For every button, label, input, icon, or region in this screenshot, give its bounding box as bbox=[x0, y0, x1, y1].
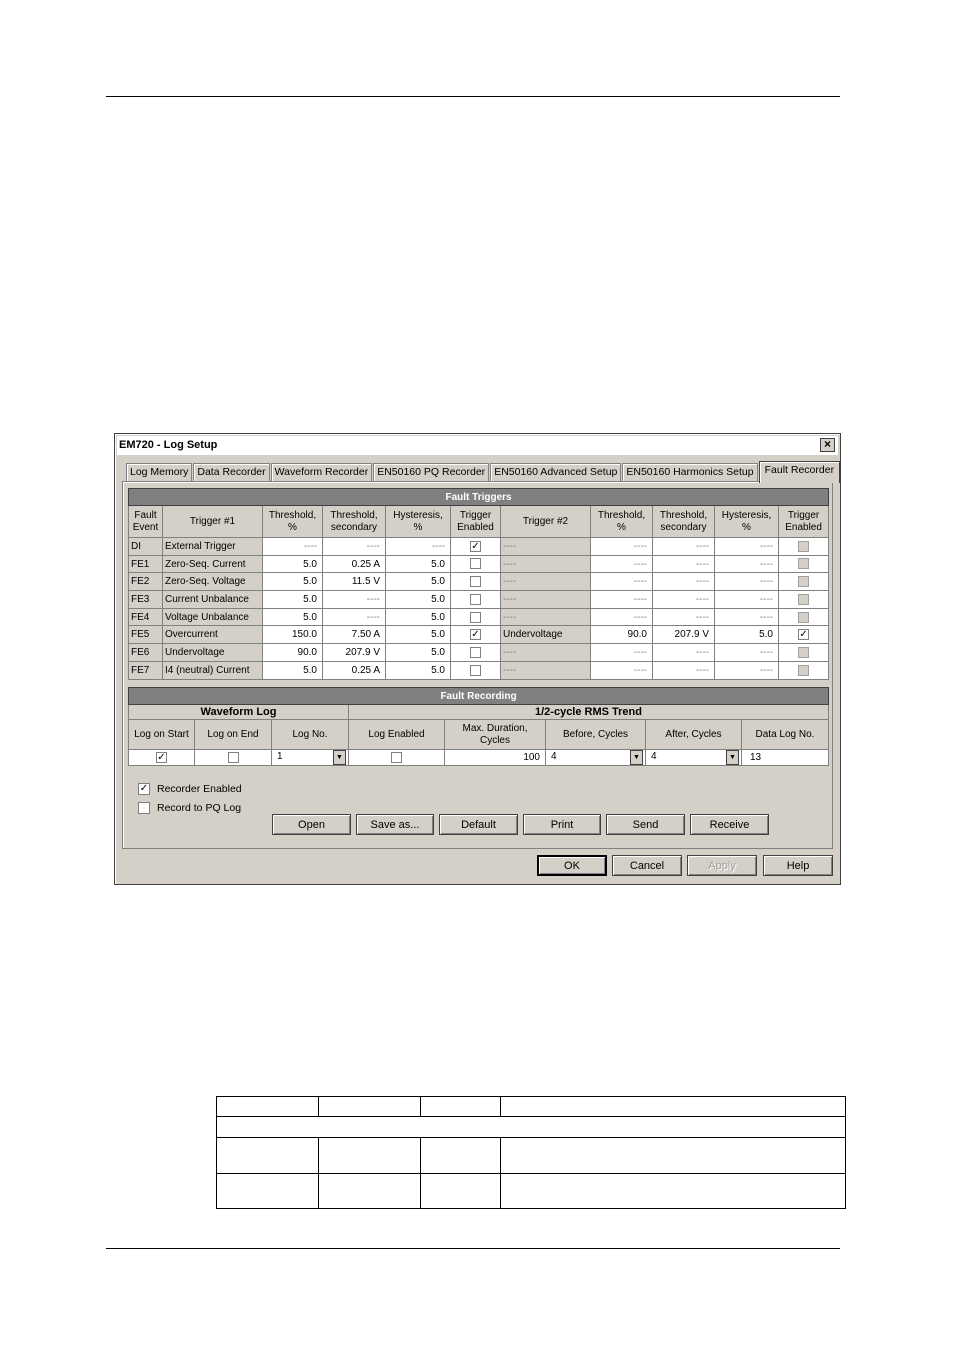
threshold1-secondary: 0.25 A bbox=[323, 661, 386, 679]
threshold2-field[interactable]: ---- bbox=[591, 661, 653, 679]
waveform-log-header: Waveform Log bbox=[129, 705, 349, 720]
fault-triggers-title: Fault Triggers bbox=[129, 489, 829, 506]
trigger1-enabled-checkbox-cell bbox=[451, 591, 501, 609]
hysteresis1-field[interactable]: 5.0 bbox=[386, 626, 451, 644]
table-cell bbox=[217, 1097, 319, 1117]
threshold1-field[interactable]: 5.0 bbox=[263, 573, 323, 591]
column-header: Threshold, secondary bbox=[323, 506, 386, 538]
threshold1-field[interactable]: 90.0 bbox=[263, 644, 323, 662]
column-header: Threshold, secondary bbox=[653, 506, 715, 538]
data-log-no-field[interactable]: 13 bbox=[742, 750, 829, 766]
trigger2-enabled-checkbox[interactable] bbox=[798, 647, 809, 658]
log-on-start-cell bbox=[129, 750, 195, 766]
record-to-pq-option[interactable] bbox=[138, 802, 241, 814]
table-row bbox=[129, 661, 829, 679]
threshold1-field[interactable]: 5.0 bbox=[263, 555, 323, 573]
chevron-down-icon[interactable]: ▼ bbox=[630, 750, 643, 765]
fault-event-label: FE6 bbox=[129, 644, 163, 662]
recorder-enabled-checkbox[interactable]: ✓ bbox=[139, 783, 149, 794]
recorder-enabled-label: Recorder Enabled bbox=[157, 783, 242, 795]
hysteresis1-field[interactable]: 5.0 bbox=[386, 591, 451, 609]
trigger2-select[interactable]: ---- bbox=[501, 538, 591, 556]
tab-data-recorder[interactable]: Data Recorder bbox=[193, 463, 269, 482]
table-cell bbox=[319, 1174, 421, 1209]
fault-triggers-table bbox=[128, 488, 829, 680]
trigger1-select[interactable]: Current Unbalance bbox=[163, 591, 263, 609]
open-button[interactable]: Open bbox=[272, 814, 351, 835]
trigger1-enabled-checkbox[interactable] bbox=[470, 612, 481, 623]
trigger2-enabled-checkbox-cell bbox=[779, 661, 829, 679]
threshold2-field[interactable]: ---- bbox=[591, 573, 653, 591]
threshold2-field[interactable]: ---- bbox=[591, 644, 653, 662]
column-header: Log Enabled bbox=[349, 720, 445, 750]
trigger1-enabled-checkbox-cell bbox=[451, 555, 501, 573]
trigger1-select[interactable]: Voltage Unbalance bbox=[163, 608, 263, 626]
trigger2-select[interactable]: ---- bbox=[501, 573, 591, 591]
threshold1-secondary: 0.25 A bbox=[323, 555, 386, 573]
table-row bbox=[129, 538, 829, 556]
column-header: After, Cycles bbox=[646, 720, 742, 750]
trigger2-select[interactable]: ---- bbox=[501, 555, 591, 573]
table-cell bbox=[421, 1138, 501, 1174]
threshold1-secondary: ---- bbox=[323, 591, 386, 609]
trigger1-enabled-checkbox[interactable] bbox=[470, 558, 481, 569]
threshold2-secondary: ---- bbox=[653, 573, 715, 591]
table-row bbox=[129, 644, 829, 662]
trigger1-select[interactable]: Undervoltage bbox=[163, 644, 263, 662]
threshold1-field[interactable]: 5.0 bbox=[263, 661, 323, 679]
column-header: Log on End bbox=[195, 720, 272, 750]
tab-fault-recorder[interactable]: Fault Recorder bbox=[759, 461, 840, 483]
threshold2-secondary: ---- bbox=[653, 644, 715, 662]
column-header: Log No. bbox=[272, 720, 349, 750]
max-duration-field[interactable]: 100 bbox=[445, 750, 546, 766]
hysteresis2-field[interactable]: ---- bbox=[715, 538, 779, 556]
fault-recording-table bbox=[128, 687, 829, 766]
trigger1-select[interactable]: External Trigger bbox=[163, 538, 263, 556]
table-row bbox=[129, 573, 829, 591]
table-cell bbox=[319, 1097, 421, 1117]
hysteresis2-field[interactable]: ---- bbox=[715, 661, 779, 679]
threshold1-secondary: ---- bbox=[323, 538, 386, 556]
print-button[interactable]: Print bbox=[523, 814, 601, 835]
trigger2-enabled-checkbox[interactable] bbox=[798, 541, 809, 552]
column-header: Threshold, % bbox=[591, 506, 653, 538]
before-cycles-select[interactable] bbox=[548, 750, 643, 765]
threshold1-field[interactable]: 150.0 bbox=[263, 626, 323, 644]
header-rule bbox=[106, 96, 840, 97]
tab-waveform-recorder[interactable]: Waveform Recorder bbox=[271, 463, 373, 482]
fault-event-label: FE3 bbox=[129, 591, 163, 609]
trigger2-select[interactable]: ---- bbox=[501, 591, 591, 609]
hysteresis1-field[interactable]: 5.0 bbox=[386, 608, 451, 626]
trigger1-enabled-checkbox[interactable] bbox=[470, 665, 481, 676]
table-row bbox=[129, 626, 829, 644]
tab-en50160-advanced-setup[interactable]: EN50160 Advanced Setup bbox=[490, 463, 621, 482]
trigger2-enabled-checkbox-cell bbox=[779, 538, 829, 556]
apply-button[interactable]: Apply bbox=[687, 855, 757, 876]
trigger1-enabled-checkbox-cell bbox=[451, 538, 501, 556]
table-row bbox=[129, 591, 829, 609]
trigger1-enabled-checkbox[interactable] bbox=[470, 594, 481, 605]
hysteresis1-field[interactable]: 5.0 bbox=[386, 644, 451, 662]
trigger1-select[interactable]: I4 (neutral) Current bbox=[163, 661, 263, 679]
recorder-enabled-option[interactable] bbox=[138, 783, 242, 795]
hysteresis1-field[interactable]: ---- bbox=[386, 538, 451, 556]
threshold1-secondary: 207.9 V bbox=[323, 644, 386, 662]
default-button[interactable]: Default bbox=[439, 814, 518, 835]
log-enabled-cell bbox=[349, 750, 445, 766]
title-bar bbox=[117, 436, 838, 455]
trigger1-select[interactable]: Zero-Seq. Voltage bbox=[163, 573, 263, 591]
table-cell bbox=[501, 1097, 846, 1117]
hysteresis2-field[interactable]: ---- bbox=[715, 644, 779, 662]
fault-event-label: FE7 bbox=[129, 661, 163, 679]
trigger1-select[interactable]: Overcurrent bbox=[163, 626, 263, 644]
threshold1-field[interactable]: 5.0 bbox=[263, 591, 323, 609]
after-cycles-select[interactable] bbox=[648, 750, 739, 765]
hysteresis1-field[interactable]: 5.0 bbox=[386, 661, 451, 679]
trigger2-enabled-checkbox[interactable] bbox=[798, 576, 809, 587]
table-cell bbox=[501, 1138, 846, 1174]
record-to-pq-checkbox[interactable] bbox=[138, 802, 150, 814]
trigger2-select[interactable]: ---- bbox=[501, 644, 591, 662]
table-cell bbox=[421, 1097, 501, 1117]
tab-en50160-pq-recorder[interactable]: EN50160 PQ Recorder bbox=[373, 463, 489, 482]
column-header: Max. Duration, Cycles bbox=[445, 720, 546, 750]
record-to-pq-label: Record to PQ Log bbox=[157, 802, 242, 814]
help-button[interactable]: Help bbox=[763, 855, 833, 876]
table-cell bbox=[217, 1174, 319, 1209]
hysteresis1-field[interactable]: 5.0 bbox=[386, 555, 451, 573]
column-header: Before, Cycles bbox=[546, 720, 646, 750]
hysteresis2-field[interactable]: ---- bbox=[715, 608, 779, 626]
footer-rule bbox=[106, 1248, 840, 1249]
receive-button[interactable]: Receive bbox=[690, 814, 769, 835]
threshold2-secondary: ---- bbox=[653, 555, 715, 573]
trigger1-enabled-checkbox-cell bbox=[451, 661, 501, 679]
threshold2-field[interactable]: ---- bbox=[591, 608, 653, 626]
threshold2-secondary: ---- bbox=[653, 608, 715, 626]
trigger2-select[interactable]: ---- bbox=[501, 608, 591, 626]
trigger2-select[interactable]: Undervoltage bbox=[501, 626, 591, 644]
column-header: Trigger Enabled bbox=[779, 506, 829, 538]
fault-event-label: FE2 bbox=[129, 573, 163, 591]
threshold2-secondary: ---- bbox=[653, 661, 715, 679]
threshold2-field[interactable]: 90.0 bbox=[591, 626, 653, 644]
trigger2-enabled-checkbox[interactable]: ✓ bbox=[799, 629, 808, 641]
trigger2-enabled-checkbox[interactable] bbox=[798, 612, 809, 623]
threshold1-secondary: 7.50 A bbox=[323, 626, 386, 644]
column-header: Hysteresis, % bbox=[715, 506, 779, 538]
after-cycles-cell bbox=[646, 750, 742, 766]
trigger2-enabled-checkbox[interactable] bbox=[798, 594, 809, 605]
log-no-value: 1 bbox=[277, 751, 283, 762]
log-on-end-cell bbox=[195, 750, 272, 766]
log-enabled-checkbox[interactable] bbox=[391, 752, 402, 763]
cancel-button[interactable]: Cancel bbox=[612, 855, 682, 876]
column-header: Trigger #2 bbox=[501, 506, 591, 538]
close-icon[interactable]: × bbox=[820, 438, 835, 452]
fault-event-label: FE1 bbox=[129, 555, 163, 573]
table-cell bbox=[319, 1138, 421, 1174]
trigger1-enabled-checkbox-cell bbox=[451, 626, 501, 644]
send-button[interactable]: Send bbox=[606, 814, 685, 835]
chevron-down-icon[interactable]: ▼ bbox=[726, 750, 739, 765]
table-cell bbox=[501, 1174, 846, 1209]
tab-strip bbox=[126, 461, 841, 481]
ok-button[interactable]: OK bbox=[537, 855, 607, 876]
column-header: Trigger Enabled bbox=[451, 506, 501, 538]
table-cell bbox=[421, 1174, 501, 1209]
empty-document-table bbox=[216, 1096, 846, 1209]
trigger1-enabled-checkbox-cell bbox=[451, 573, 501, 591]
trigger2-enabled-checkbox[interactable] bbox=[798, 558, 809, 569]
log-no-cell bbox=[272, 750, 349, 766]
hysteresis2-field[interactable]: ---- bbox=[715, 573, 779, 591]
threshold1-secondary: ---- bbox=[323, 608, 386, 626]
log-on-start-checkbox[interactable]: ✓ bbox=[157, 751, 166, 763]
trigger2-enabled-checkbox[interactable] bbox=[798, 665, 809, 676]
trigger1-select[interactable]: Zero-Seq. Current bbox=[163, 555, 263, 573]
fault-event-label: FE5 bbox=[129, 626, 163, 644]
column-header: Threshold, % bbox=[263, 506, 323, 538]
threshold2-field[interactable]: ---- bbox=[591, 555, 653, 573]
threshold2-secondary: ---- bbox=[653, 538, 715, 556]
chevron-down-icon[interactable]: ▼ bbox=[333, 750, 346, 765]
threshold2-secondary: 207.9 V bbox=[653, 626, 715, 644]
log-no-select[interactable] bbox=[274, 750, 346, 765]
fault-recording-title: Fault Recording bbox=[129, 688, 829, 705]
table-cell bbox=[217, 1138, 319, 1174]
hysteresis2-field[interactable]: ---- bbox=[715, 591, 779, 609]
table-row bbox=[129, 608, 829, 626]
table-row bbox=[129, 555, 829, 573]
hysteresis2-field[interactable]: ---- bbox=[715, 555, 779, 573]
fault-event-label: FE4 bbox=[129, 608, 163, 626]
hysteresis2-field[interactable]: 5.0 bbox=[715, 626, 779, 644]
save-as-button[interactable]: Save as... bbox=[356, 814, 434, 835]
trigger1-enabled-checkbox[interactable]: ✓ bbox=[471, 629, 480, 641]
before-cycles-cell bbox=[546, 750, 646, 766]
hysteresis1-field[interactable]: 5.0 bbox=[386, 573, 451, 591]
after-cycles-value: 4 bbox=[651, 751, 657, 762]
threshold2-field[interactable]: ---- bbox=[591, 591, 653, 609]
trigger2-enabled-checkbox-cell bbox=[779, 591, 829, 609]
threshold1-field[interactable]: ---- bbox=[263, 538, 323, 556]
tab-en50160-harmonics-setup[interactable]: EN50160 Harmonics Setup bbox=[622, 463, 757, 482]
column-header: Hysteresis, % bbox=[386, 506, 451, 538]
log-setup-dialog bbox=[114, 433, 841, 885]
trigger2-enabled-checkbox-cell bbox=[779, 573, 829, 591]
trigger2-enabled-checkbox-cell bbox=[779, 608, 829, 626]
threshold1-secondary: 11.5 V bbox=[323, 573, 386, 591]
trigger2-select[interactable]: ---- bbox=[501, 661, 591, 679]
trigger1-enabled-checkbox-cell bbox=[451, 644, 501, 662]
rms-trend-header: 1/2-cycle RMS Trend bbox=[349, 705, 829, 720]
fault-recorder-panel bbox=[122, 481, 833, 849]
trigger2-enabled-checkbox-cell bbox=[779, 555, 829, 573]
trigger1-enabled-checkbox[interactable]: ✓ bbox=[471, 540, 480, 552]
column-header: Data Log No. bbox=[742, 720, 829, 750]
trigger1-enabled-checkbox-cell bbox=[451, 608, 501, 626]
table-cell bbox=[217, 1117, 846, 1138]
trigger2-enabled-checkbox-cell bbox=[779, 626, 829, 644]
before-cycles-value: 4 bbox=[551, 751, 557, 762]
threshold2-secondary: ---- bbox=[653, 591, 715, 609]
log-on-end-checkbox[interactable] bbox=[228, 752, 239, 763]
threshold1-field[interactable]: 5.0 bbox=[263, 608, 323, 626]
fault-event-label: DI bbox=[129, 538, 163, 556]
column-header: Log on Start bbox=[129, 720, 195, 750]
window-title: EM720 - Log Setup bbox=[119, 439, 218, 451]
column-header: Trigger #1 bbox=[163, 506, 263, 538]
tab-log-memory[interactable]: Log Memory bbox=[126, 463, 192, 482]
trigger1-enabled-checkbox[interactable] bbox=[470, 647, 481, 658]
threshold2-field[interactable]: ---- bbox=[591, 538, 653, 556]
column-header: Fault Event bbox=[129, 506, 163, 538]
trigger2-enabled-checkbox-cell bbox=[779, 644, 829, 662]
trigger1-enabled-checkbox[interactable] bbox=[470, 576, 481, 587]
